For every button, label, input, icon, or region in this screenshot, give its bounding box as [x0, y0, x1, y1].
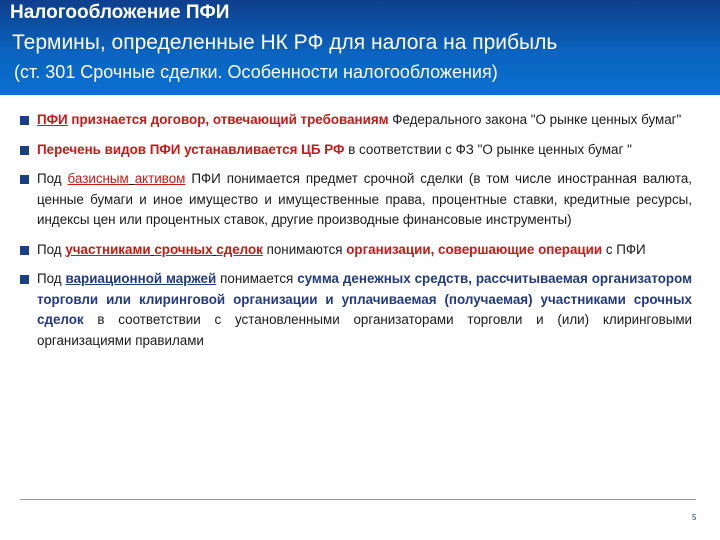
list-item [20, 169, 692, 231]
slide-header [0, 0, 720, 95]
item-text: с ПФИ [602, 241, 646, 257]
term-forward: срочных [154, 241, 213, 257]
item-text: Под [37, 271, 66, 286]
item-text: понимаются [262, 241, 347, 257]
item-text: понимается [216, 271, 298, 286]
term-participants: участниками [65, 241, 151, 257]
item-text: Федерального закона "О рынке ценных бумаг" [388, 112, 682, 127]
item-text-emphasis: Перечень видов ПФИ устанавливается ЦБ РФ [37, 141, 345, 157]
slide-subtitle: Термины, определенные НК РФ для налога на прибыль [12, 31, 558, 54]
term-variation-margin: вариационной маржей [65, 271, 217, 286]
square-bullet-icon [20, 175, 29, 184]
bullet-list [20, 110, 692, 351]
list-item [20, 240, 692, 261]
item-text: ПФИ понимается предмет срочной сделки (в том числе иностранная валюта, ценные бумаги и иное имущество и имущественные права, процентные ставки, кредитные ресурсы, индексы цен или процентных ставок, другие производные финансовые инструменты) [37, 171, 692, 227]
term-pfi: ПФИ [37, 112, 68, 127]
item-text-emphasis: признается договор, отвечающий требованиям [67, 112, 389, 127]
list-item [20, 140, 692, 161]
slide-title: Налогообложение ПФИ [10, 2, 230, 23]
square-bullet-icon [20, 116, 29, 125]
list-item [20, 269, 692, 351]
item-text: Под [37, 171, 68, 186]
page-number: 5 [692, 513, 697, 522]
footer-divider [20, 499, 696, 500]
item-text: Под [37, 241, 66, 257]
item-text: в соответствии с установленными организаторами торговли и (или) клиринговыми организациями правилами [37, 312, 692, 348]
item-text-emphasis: сумма денежных средств, рассчитываемая организатором торговли или клиринговой организации и уплачиваемая (получаемая) участниками срочных сделок [37, 271, 692, 327]
term-basis: базисным [67, 171, 129, 186]
square-bullet-icon [20, 146, 29, 155]
square-bullet-icon [20, 275, 29, 284]
item-text: в соответствии с ФЗ "О рынке ценных бумаг " [344, 141, 632, 157]
list-item [20, 110, 692, 131]
item-text-emphasis: организации, совершающие операции [346, 241, 603, 257]
term-deals: сделок [216, 241, 263, 257]
slide-note: (ст. 301 Срочные сделки. Особенности налогообложения) [14, 62, 498, 82]
square-bullet-icon [20, 246, 29, 255]
term-asset: активом [134, 171, 186, 186]
